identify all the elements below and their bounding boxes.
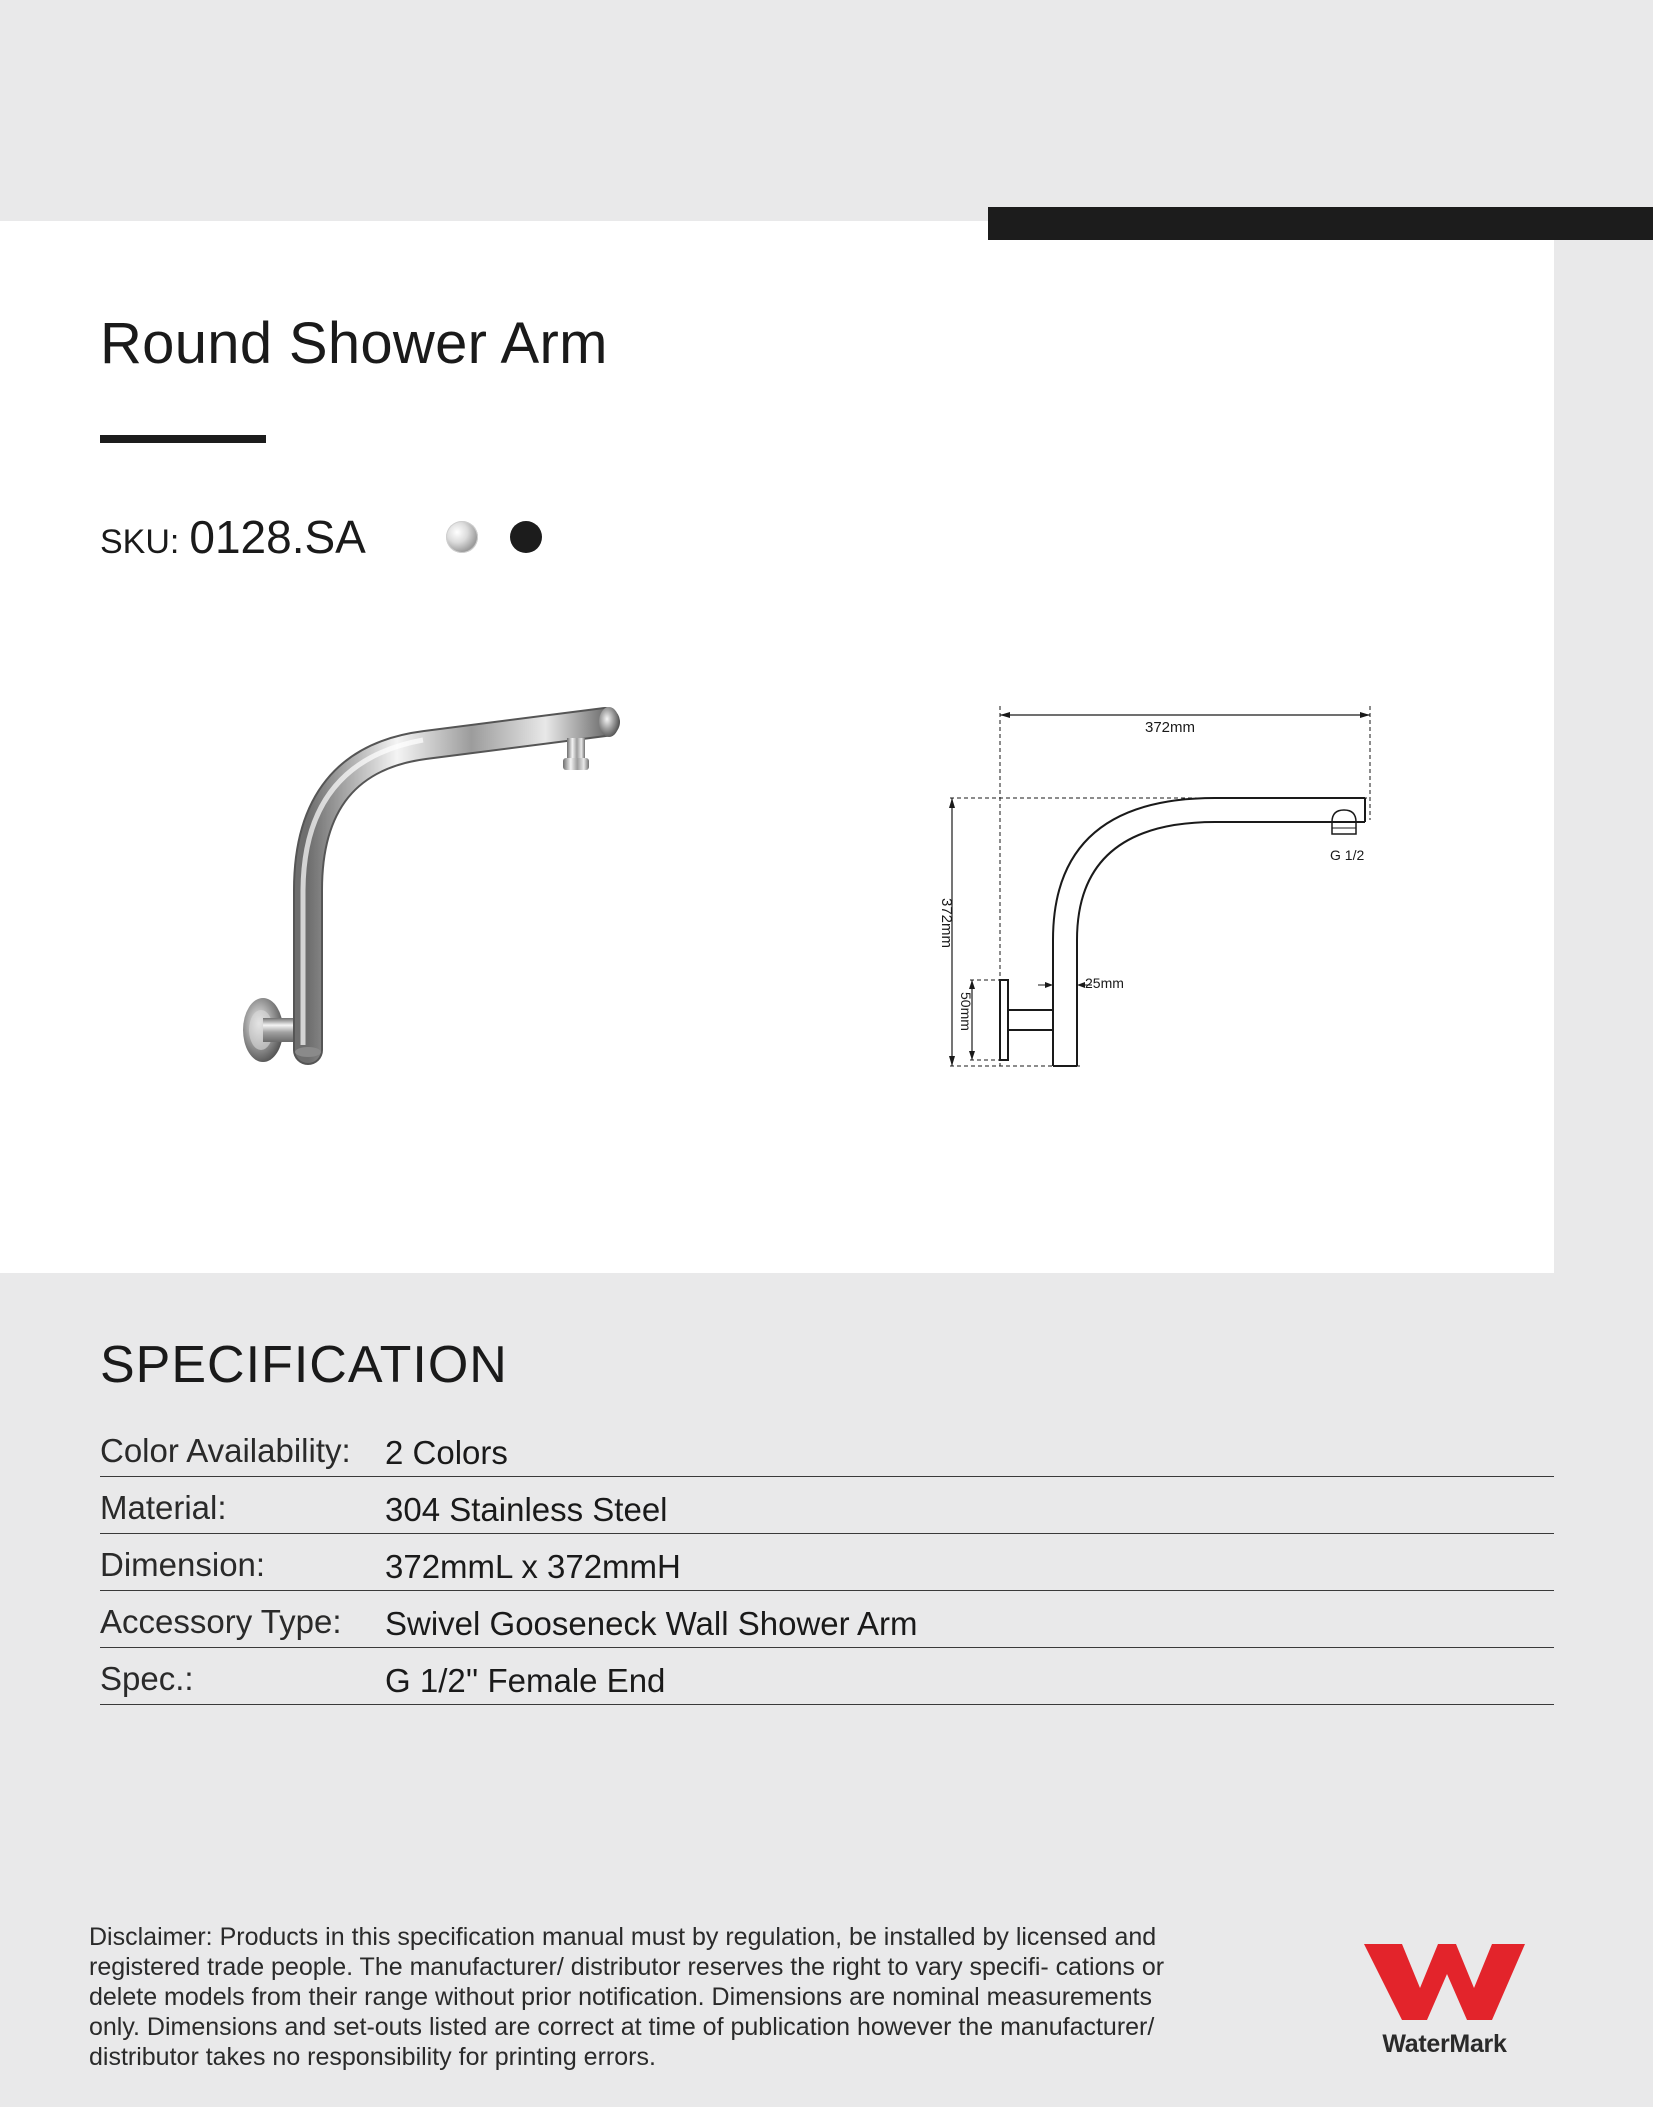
spec-label: Accessory Type: bbox=[100, 1603, 342, 1640]
disclaimer-text: Disclaimer: Products in this specification manual must by regulation, be installed by licensed and registered trade people. The manufacturer/ distributor reserves the right to vary specifi- cations or delete models from their range without prior notification. Dimensions are nominal measurements only. Dimensions and set-outs listed are correct at time of publication however the manufacturer/ distributor takes no responsibility for printing errors. bbox=[89, 1923, 1165, 2071]
spec-row bbox=[100, 1477, 1554, 1534]
spec-row bbox=[100, 1591, 1554, 1648]
product-image bbox=[225, 700, 645, 1080]
sku-value: 0128.SA bbox=[189, 511, 366, 563]
spec-value: 372mmL x 372mmH bbox=[385, 1548, 681, 1585]
watermark-logo-text: WaterMark bbox=[1382, 2030, 1507, 2058]
black-color-swatch[interactable] bbox=[510, 521, 542, 553]
title-underline bbox=[100, 435, 266, 443]
width-dimension-label: 372mm bbox=[1145, 719, 1196, 736]
chrome-color-swatch[interactable] bbox=[446, 521, 478, 553]
specification-table bbox=[100, 1420, 1554, 1705]
spec-row bbox=[100, 1420, 1554, 1477]
flange-dimension-label: 50mm bbox=[958, 992, 974, 1031]
spec-label: Dimension: bbox=[100, 1546, 266, 1583]
spec-value: 2 Colors bbox=[385, 1434, 508, 1471]
technical-drawing bbox=[920, 690, 1390, 1080]
sku-line bbox=[100, 510, 366, 564]
spec-label: Material: bbox=[100, 1489, 227, 1526]
thread-label: G 1/2 bbox=[1330, 847, 1365, 863]
specification-heading: SPECIFICATION bbox=[100, 1336, 508, 1394]
spec-value: 304 Stainless Steel bbox=[385, 1491, 668, 1528]
pipe-dimension-label: 25mm bbox=[1085, 975, 1124, 991]
product-title: Round Shower Arm bbox=[100, 311, 608, 376]
spec-value: G 1/2'' Female End bbox=[385, 1662, 666, 1699]
spec-row bbox=[100, 1648, 1554, 1705]
height-dimension-label: 372mm bbox=[938, 898, 955, 949]
spec-label: Color Availability: bbox=[100, 1432, 351, 1469]
spec-label: Spec.: bbox=[100, 1660, 194, 1697]
spec-row bbox=[100, 1534, 1554, 1591]
sku-label: SKU: bbox=[100, 523, 180, 561]
header-accent-bar bbox=[988, 207, 1653, 240]
spec-value: Swivel Gooseneck Wall Shower Arm bbox=[385, 1605, 918, 1642]
